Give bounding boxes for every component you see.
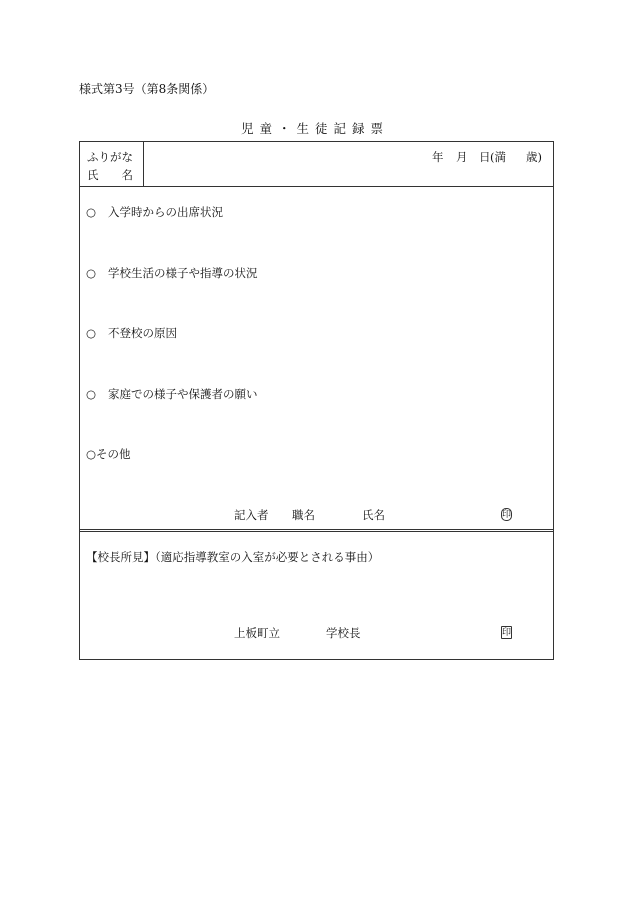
- item-label: 不登校の原因: [108, 326, 177, 340]
- item-bullet: ○: [86, 266, 97, 280]
- principal-seal-mark: [501, 624, 512, 639]
- birth-month-label: 月: [456, 150, 468, 164]
- age-open-label: (満: [490, 150, 506, 164]
- seal-icon: 印: [502, 628, 512, 638]
- recorder-name-label: 氏名: [362, 508, 385, 522]
- seal-icon: 印: [502, 510, 512, 520]
- item-attendance: [86, 204, 223, 220]
- form-title: 児童・生徒記録票: [240, 121, 389, 136]
- item-label: 学校生活の様子や指導の状況: [108, 266, 258, 280]
- item-label: 家庭での様子や保護者の願い: [108, 387, 258, 401]
- item-bullet: ○: [86, 205, 97, 219]
- item-school-life: [86, 265, 258, 281]
- recorder-position-label: 職名: [292, 508, 315, 522]
- recorder-label: 記入者: [234, 508, 269, 522]
- birth-day-label: 日: [479, 150, 491, 164]
- birth-year-label: 年: [432, 150, 444, 164]
- principal-section-label: 【校長所見】（適応指導教室の入室が必要とされる事由）: [86, 550, 380, 564]
- item-bullet: ○: [86, 387, 97, 401]
- item-label: 入学時からの出席状況: [108, 205, 223, 219]
- age-close-label: 歳): [526, 150, 542, 164]
- item-cause: [86, 325, 177, 341]
- item-home: [86, 386, 258, 402]
- name-label-divider: [143, 142, 144, 186]
- name-label: 氏 名: [87, 168, 133, 182]
- record-form-frame: [79, 141, 554, 660]
- recorder-seal-mark: [501, 506, 512, 521]
- header-divider: [80, 186, 553, 187]
- form-number: 様式第3号（第8条関係）: [79, 82, 215, 96]
- furigana-label: ふりがな: [87, 150, 133, 164]
- item-bullet: ○: [86, 326, 97, 340]
- principal-label: 学校長: [326, 626, 361, 640]
- town-label: 上板町立: [234, 626, 280, 640]
- section-divider: [80, 529, 553, 532]
- item-other: ○その他: [86, 447, 131, 461]
